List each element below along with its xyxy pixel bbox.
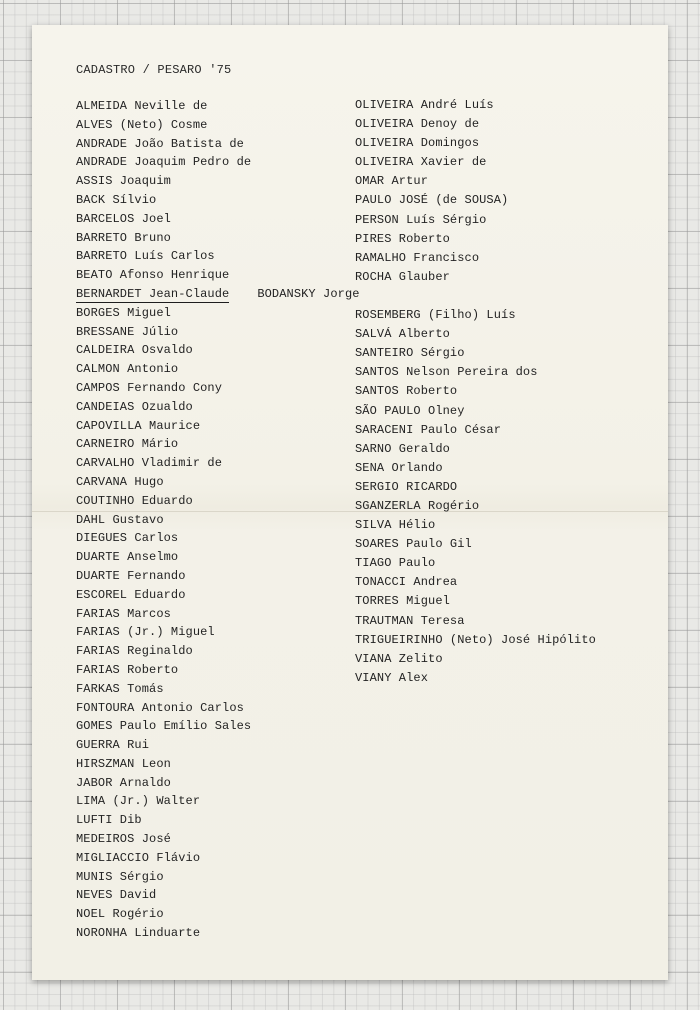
list-item xyxy=(355,306,596,325)
list-item xyxy=(355,153,596,172)
entry-text: CANDEIAS Ozualdo xyxy=(76,399,193,414)
list-item xyxy=(355,650,596,669)
list-item xyxy=(76,680,360,699)
list-item xyxy=(355,249,596,268)
entry-text: OLIVEIRA Denoy de xyxy=(355,117,480,132)
entry-text: SARNO Geraldo xyxy=(355,441,450,456)
list-item xyxy=(76,116,360,135)
entry-text: ROCHA Glauber xyxy=(355,269,450,284)
entry-text: LIMA (Jr.) Walter xyxy=(76,794,201,809)
entry-text: MUNIS Sérgio xyxy=(76,869,164,884)
entry-text: GUERRA Rui xyxy=(76,738,150,753)
list-item xyxy=(76,849,360,868)
list-item xyxy=(76,360,360,379)
entry-text: SALVÁ Alberto xyxy=(355,327,450,342)
entry-text: NEVES David xyxy=(76,888,157,903)
list-item xyxy=(355,497,596,516)
list-item xyxy=(355,535,596,554)
entry-text: CARNEIRO Mário xyxy=(76,437,179,452)
list-item xyxy=(355,612,596,631)
entry-text: SGANZERLA Rogério xyxy=(355,498,480,513)
list-item xyxy=(76,473,360,492)
list-item xyxy=(355,421,596,440)
list-item xyxy=(76,886,360,905)
entry-text: MEDEIROS José xyxy=(76,832,171,847)
entry-text: CARVANA Hugo xyxy=(76,474,164,489)
list-item xyxy=(76,642,360,661)
entry-text: LUFTI Dib xyxy=(76,813,142,828)
list-item xyxy=(76,341,360,360)
list-item xyxy=(355,440,596,459)
entry-text: DUARTE Anselmo xyxy=(76,550,179,565)
entry-text: SANTOS Roberto xyxy=(355,384,458,399)
list-item xyxy=(76,492,360,511)
entry-text: OLIVEIRA Domingos xyxy=(355,136,480,151)
list-item xyxy=(355,96,596,115)
list-item xyxy=(76,398,360,417)
entry-text: TRAUTMAN Teresa xyxy=(355,613,465,628)
list-item xyxy=(355,631,596,650)
list-item xyxy=(76,191,360,210)
inline-added-entry: BODANSKY Jorge xyxy=(257,286,360,301)
list-item xyxy=(355,402,596,421)
entry-text: TIAGO Paulo xyxy=(355,556,436,571)
list-item xyxy=(355,230,596,249)
list-item xyxy=(355,268,596,287)
entry-text: SERGIO RICARDO xyxy=(355,479,458,494)
document-title: CADASTRO / PESARO '75 xyxy=(76,63,232,77)
entry-text: CAPOVILLA Maurice xyxy=(76,418,201,433)
entry-text: COUTINHO Eduardo xyxy=(76,493,193,508)
entry-text: DAHL Gustavo xyxy=(76,512,164,527)
entry-text: FARIAS Marcos xyxy=(76,606,171,621)
entry-text: OLIVEIRA Xavier de xyxy=(355,155,487,170)
list-item xyxy=(76,567,360,586)
entry-text: PERSON Luís Sérgio xyxy=(355,212,487,227)
list-item xyxy=(76,868,360,887)
list-item xyxy=(76,586,360,605)
list-item xyxy=(76,811,360,830)
entry-text: OLIVEIRA André Luís xyxy=(355,98,494,112)
entry-text: SANTEIRO Sérgio xyxy=(355,346,465,361)
entry-text: OMAR Artur xyxy=(355,174,429,189)
list-item xyxy=(76,529,360,548)
entry-text: PIRES Roberto xyxy=(355,231,450,246)
entry-text: SANTOS Nelson Pereira dos xyxy=(355,365,538,380)
entry-text: SENA Orlando xyxy=(355,460,443,475)
left-name-column xyxy=(76,97,360,943)
list-item xyxy=(76,605,360,624)
list-item xyxy=(76,924,360,943)
list-item xyxy=(355,172,596,191)
list-item xyxy=(355,115,596,134)
entry-text: ANDRADE João Batista de xyxy=(76,136,244,151)
entry-text: VIANY Alex xyxy=(355,670,429,685)
entry-text: NORONHA Linduarte xyxy=(76,926,201,941)
list-item xyxy=(355,325,596,344)
entry-text: RAMALHO Francisco xyxy=(355,250,480,265)
list-item xyxy=(76,717,360,736)
typed-page xyxy=(32,25,668,980)
right-name-column xyxy=(355,96,596,688)
list-item xyxy=(355,211,596,230)
entry-text: VIANA Zelito xyxy=(355,651,443,666)
list-item xyxy=(355,592,596,611)
list-item-underlined xyxy=(76,285,360,304)
entry-text: JABOR Arnaldo xyxy=(76,775,171,790)
list-item xyxy=(355,134,596,153)
entry-text: DIEGUES Carlos xyxy=(76,531,179,546)
list-item xyxy=(76,135,360,154)
list-item xyxy=(355,573,596,592)
entry-text: GOMES Paulo Emílio Sales xyxy=(76,719,252,734)
entry-text: CALDEIRA Osvaldo xyxy=(76,343,193,358)
entry-text: TONACCI Andrea xyxy=(355,575,458,590)
entry-text: BRESSANE Júlio xyxy=(76,324,179,339)
entry-text: FONTOURA Antonio Carlos xyxy=(76,700,244,715)
list-item xyxy=(355,344,596,363)
list-item xyxy=(76,830,360,849)
entry-text: SOARES Paulo Gil xyxy=(355,537,472,552)
entry-text: ESCOREL Eduardo xyxy=(76,587,186,602)
list-item xyxy=(355,669,596,688)
list-item xyxy=(76,755,360,774)
entry-text: BORGES Miguel xyxy=(76,305,171,320)
list-item xyxy=(76,435,360,454)
list-item xyxy=(76,511,360,530)
entry-text: TORRES Miguel xyxy=(355,594,450,609)
list-item xyxy=(76,323,360,342)
list-item xyxy=(76,792,360,811)
entry-text: FARIAS Reginaldo xyxy=(76,644,193,659)
list-item xyxy=(355,478,596,497)
list-item xyxy=(76,905,360,924)
entry-text: BEATO Afonso Henrique xyxy=(76,268,230,283)
list-item xyxy=(76,229,360,248)
list-item xyxy=(76,417,360,436)
list-item xyxy=(76,736,360,755)
entry-text: SÃO PAULO Olney xyxy=(355,403,465,418)
list-item xyxy=(76,774,360,793)
list-item xyxy=(76,153,360,172)
list-item xyxy=(355,363,596,382)
entry-text: FARIAS (Jr.) Miguel xyxy=(76,625,215,640)
entry-text: SARACENI Paulo César xyxy=(355,422,502,437)
list-item xyxy=(76,661,360,680)
entry-text: HIRSZMAN Leon xyxy=(76,756,171,771)
list-item xyxy=(355,191,596,210)
list-item xyxy=(355,516,596,535)
entry-text: BARRETO Luís Carlos xyxy=(76,249,215,264)
list-item xyxy=(76,210,360,229)
list-item xyxy=(355,382,596,401)
entry-text: ALVES (Neto) Cosme xyxy=(76,117,208,132)
entry-text: NOEL Rogério xyxy=(76,907,164,922)
list-item xyxy=(76,304,360,323)
entry-text: BARRETO Bruno xyxy=(76,230,171,245)
entry-text: TRIGUEIRINHO (Neto) José Hipólito xyxy=(355,632,596,647)
entry-text: ALMEIDA Neville de xyxy=(76,99,208,113)
list-item xyxy=(76,379,360,398)
entry-text: DUARTE Fernando xyxy=(76,568,186,583)
entry-text: MIGLIACCIO Flávio xyxy=(76,850,201,865)
entry-text: BACK Sílvio xyxy=(76,192,157,207)
entry-text: BERNARDET Jean-Claude xyxy=(76,286,230,301)
list-item xyxy=(76,548,360,567)
list-item xyxy=(355,554,596,573)
entry-text: ROSEMBERG (Filho) Luís xyxy=(355,308,516,323)
entry-text: PAULO JOSÉ (de SOUSA) xyxy=(355,193,509,208)
list-item xyxy=(355,459,596,478)
entry-text: ANDRADE Joaquim Pedro de xyxy=(76,155,252,170)
entry-text: CAMPOS Fernando Cony xyxy=(76,380,223,395)
entry-text: BARCELOS Joel xyxy=(76,211,171,226)
list-item xyxy=(76,266,360,285)
entry-text: FARKAS Tomás xyxy=(76,681,164,696)
list-item xyxy=(76,172,360,191)
list-item xyxy=(76,454,360,473)
entry-text: CALMON Antonio xyxy=(76,362,179,377)
entry-text: CARVALHO Vladimir de xyxy=(76,456,223,471)
list-item xyxy=(76,97,360,116)
list-item xyxy=(76,623,360,642)
entry-text: FARIAS Roberto xyxy=(76,662,179,677)
entry-text: SILVA Hélio xyxy=(355,518,436,533)
entry-text: ASSIS Joaquim xyxy=(76,174,171,189)
list-item xyxy=(76,699,360,718)
list-item xyxy=(76,247,360,266)
